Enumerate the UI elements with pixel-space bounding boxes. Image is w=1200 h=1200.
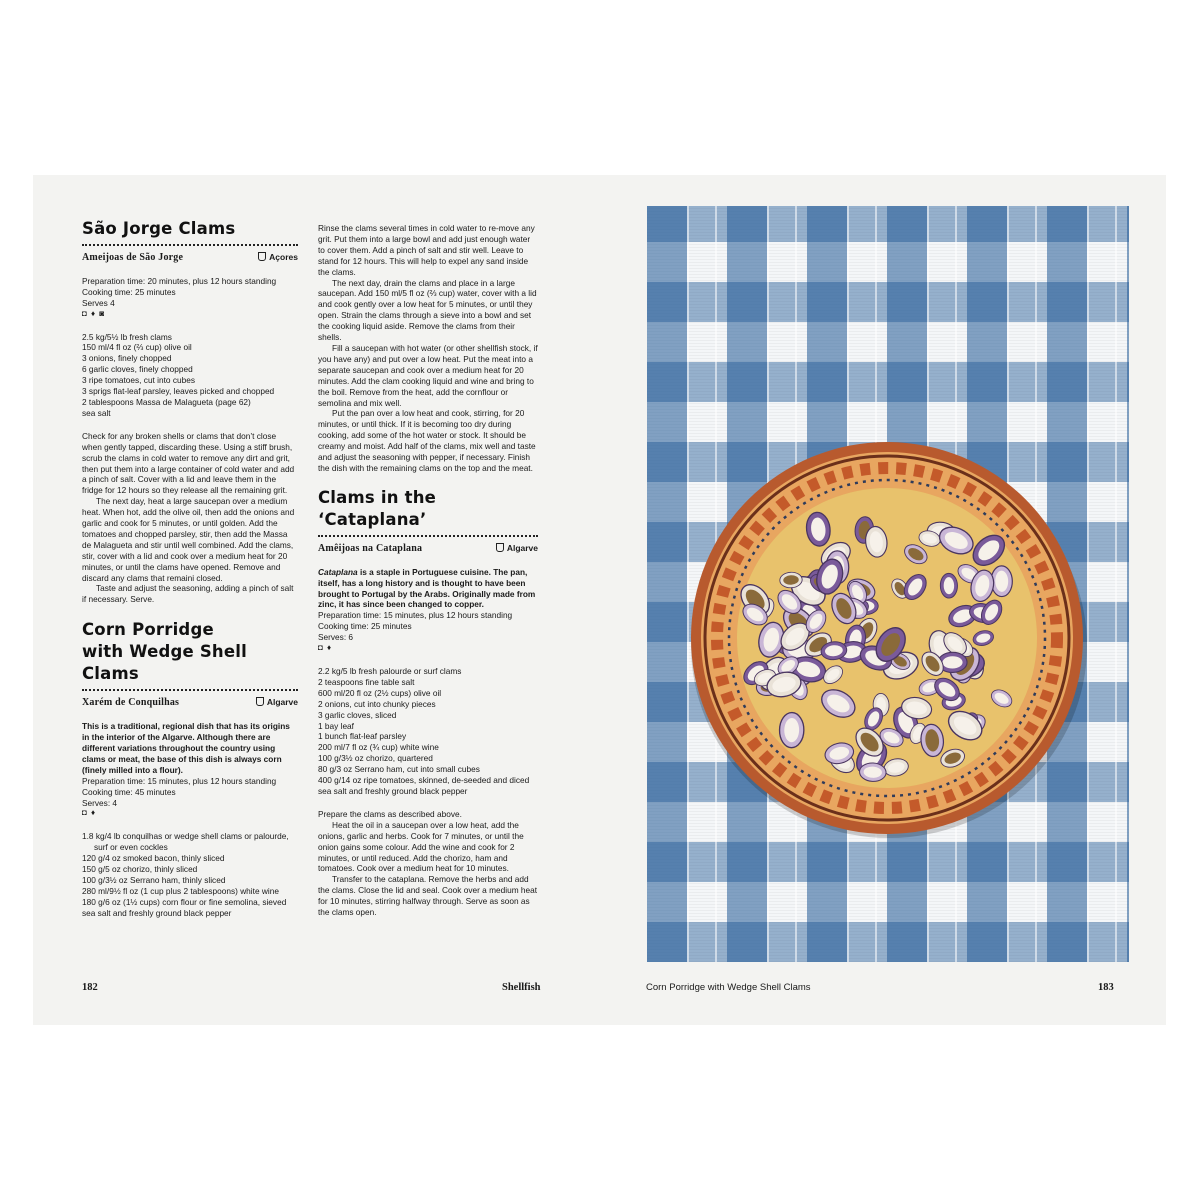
left-page-number: 182: [82, 982, 98, 993]
ingredient: 100 g/3½ oz Serrano ham, thinly sliced: [82, 874, 226, 885]
recipe-meta: [82, 776, 298, 820]
dish-photo: [647, 206, 1129, 962]
region-pin-icon: [256, 697, 264, 706]
ingredient: 400 g/14 oz ripe tomatoes, skinned, de-seeded and diced: [318, 775, 530, 786]
middle-column: [318, 223, 538, 918]
ingredient: 180 g/6 oz (1½ cups) corn flour or fine semolina, sieved: [82, 896, 287, 907]
method-paragraph: Transfer to the cataplana. Remove the herbs and add the clams. Close the lid and seal. Cook over a medium heat for 10 minutes, stirring halfway through. Serve as soon as the clams open.: [318, 874, 538, 918]
ingredient: 2 onions, cut into chunky pieces: [318, 698, 436, 709]
method-paragraph: Prepare the clams as described above.: [318, 808, 462, 819]
ingredient: 1 bunch flat-leaf parsley: [318, 731, 407, 742]
ingredient: 1.8 kg/4 lb conquilhas or wedge shell clams or palourde,: [82, 831, 289, 842]
region-label: [258, 252, 298, 263]
recipe-title-line: Corn Porridge: [82, 620, 214, 640]
region-text: Algarve: [266, 697, 298, 708]
method-paragraph: Taste and adjust the seasoning, adding a pinch of salt if necessary. Serve.: [82, 583, 294, 605]
dotted-divider: [82, 689, 298, 691]
clam-dish-illustration: [647, 206, 1129, 962]
ingredient: 2 teaspoons fine table salt: [318, 676, 415, 687]
diet-icons: ◘ ♦ ◙: [82, 308, 106, 318]
recipe-subtitle-row: [82, 697, 298, 709]
ingredient: sea salt: [82, 407, 111, 418]
serves: Serves 4: [82, 297, 115, 308]
prep-time: Preparation time: 15 minutes, plus 12 hours standing: [318, 610, 513, 621]
recipe-meta: [82, 276, 298, 320]
dotted-divider: [318, 535, 538, 537]
recipe-title: São Jorge Clams: [82, 219, 236, 238]
ingredient: 1 bay leaf: [318, 720, 354, 731]
ingredient-list: [82, 332, 298, 419]
ingredient: 3 ripe tomatoes, cut into cubes: [82, 375, 195, 386]
method-paragraph: Heat the oil in a saucepan over a low heat, add the onions, garlic and herbs. Cook for 7 minutes, or until the onion gains some colour. Add the wine and cook for 2 minutes, or until reduced. Add the chorizo, ham and tomatoes. Cook over a medium heat for 10 minutes.: [318, 819, 524, 874]
diet-icons: ◘ ♦: [318, 643, 333, 653]
recipe-intro: This is a traditional, regional dish that has its origins in the interior of the Algarve. Although there are different variations throughout the country using clams or meat, the base of this dish is always corn (finely milled into a flour).: [82, 721, 290, 775]
method-paragraph: Fill a saucepan with hot water (or other shellfish stock, if you have any) and put over a low heat. Put the meat into a separate saucepan and cook over a medium heat for 20 minutes. Add the clam cooking liquid and wine and bring to the boil. Remove from the heat, add the cornflour or semolina and mix well.: [318, 342, 538, 408]
ingredient: 100 g/3½ oz chorizo, quartered: [318, 753, 433, 764]
ingredient: 2.2 kg/5 lb fresh palourde or surf clams: [318, 666, 462, 676]
cook-time: Cooking time: 25 minutes: [82, 286, 176, 297]
ingredient: 3 garlic cloves, sliced: [318, 709, 397, 720]
left-column: [82, 218, 298, 931]
ingredient-list: [318, 666, 538, 797]
recipe-subtitle-row: [318, 543, 538, 555]
method: [318, 223, 538, 474]
ingredient: sea salt and freshly ground black pepper: [318, 785, 468, 796]
serves: Serves: 4: [82, 797, 118, 808]
ingredient: 6 garlic cloves, finely chopped: [82, 364, 193, 375]
running-head-section: Shellfish: [502, 982, 541, 993]
region-pin-icon: [496, 543, 504, 552]
ingredient: 280 ml/9½ fl oz (1 cup plus 2 tablespoons) white wine: [82, 885, 279, 896]
ingredient: 3 onions, finely chopped: [82, 353, 172, 364]
dotted-divider: [82, 244, 298, 246]
cook-time: Cooking time: 25 minutes: [318, 621, 412, 632]
recipe-subtitle-row: [82, 252, 298, 264]
ingredient: surf or even cockles: [94, 842, 168, 853]
diet-icons: ◘ ♦: [82, 808, 97, 818]
ingredient-list: [82, 831, 298, 918]
ingredient: 150 g/5 oz chorizo, thinly sliced: [82, 864, 198, 875]
ingredient: 2.5 kg/5½ lb fresh clams: [82, 331, 172, 342]
prep-time: Preparation time: 15 minutes, plus 12 hours standing: [82, 775, 277, 786]
method-paragraph: Check for any broken shells or clams that don’t close when gently tapped, discarding these. Using a stiff brush, scrub the clams in cold water to remove any dirt and grit, then put them into a large container of cold water and add a pinch of salt. Cover with a lid and leave them in the fridge for 12 hours so they release all the remaining grit.: [82, 430, 295, 496]
recipe-title: [82, 619, 298, 685]
recipe-meta: [318, 610, 538, 654]
method-paragraph: The next day, drain the clams and place in a large saucepan. Add 150 ml/5 fl oz (⅔ cup) water, cover with a lid and cook gently over a low heat for 5 minutes, or until they open. Strain the clams through a sieve into a bowl and set the cooking liquid aside. Remove the clams from their shells.: [318, 277, 537, 343]
ingredient: 2 tablespoons Massa de Malagueta (page 62): [82, 396, 251, 407]
photo-caption: Corn Porridge with Wedge Shell Clams: [646, 982, 811, 993]
method-paragraph: Rinse the clams several times in cold water to re-move any grit. Put them into a large bowl and add just enough water to cover them. Add a pinch of salt and stir well. Leave to stand for 12 hours. This will help to expel any sand inside the clams.: [318, 223, 535, 277]
region-text: Algarve: [506, 542, 538, 553]
recipe-title: Clams in the ‘Cataplana’: [318, 487, 437, 529]
method-paragraph: Put the pan over a low heat and cook, stirring, for 20 minutes, or until thick. If it is becoming too dry during cooking, add some of the hot water or stock. It should be creamy and moist. Add half of the clams, mix well and taste and adjust the seasoning with pepper, if necessary. Finish the dish with the remaining clams on the top and the meat.: [318, 408, 536, 473]
region-label: [256, 697, 298, 708]
prep-time: Preparation time: 20 minutes, plus 12 hours standing: [82, 275, 277, 286]
intro-text: is a staple in Portuguese cuisine. The pan, itself, has a long history and is thought to have been brought to Portugal by the Arabs. Originally made from zinc, it has since been changed to copper.: [318, 566, 536, 610]
region-label: [496, 543, 538, 554]
serves: Serves: 6: [318, 632, 354, 643]
native-recipe-name: Amêijoas na Cataplana: [318, 542, 423, 554]
region-pin-icon: [258, 252, 266, 261]
recipe-intro: [318, 567, 538, 611]
native-recipe-name: Xarém de Conquilhas: [82, 697, 180, 709]
method-paragraph: The next day, heat a large saucepan over a medium heat. When hot, add the olive oil, then add the onions and garlic and cook for 5 minutes, or until golden. Add the tomatoes and chopped parsley, stir, then add the Massa de Malagueta and stir until well combined. Add the clams, stir, cover with a lid and cook over a medium heat for 20 minutes, or until the clams have opened. Remove and discard any clams that remaini closed.: [82, 496, 295, 583]
native-recipe-name: Ameijoas de São Jorge: [82, 252, 184, 263]
ingredient: 200 ml/7 fl oz (¾ cup) white wine: [318, 742, 439, 753]
intro-italic-word: Cataplana: [318, 566, 358, 577]
ingredient: sea salt and freshly ground black pepper: [82, 907, 232, 918]
cook-time: Cooking time: 45 minutes: [82, 786, 176, 797]
recipe-title-line: with Wedge Shell Clams: [82, 642, 247, 684]
method: [318, 809, 538, 918]
ingredient: 3 sprigs flat-leaf parsley, leaves picked and chopped: [82, 386, 275, 397]
region-text: Açores: [269, 252, 298, 262]
method: [82, 431, 298, 606]
ingredient: 600 ml/20 fl oz (2½ cups) olive oil: [318, 687, 442, 698]
right-page-number: 183: [1098, 982, 1114, 993]
ingredient: 80 g/3 oz Serrano ham, cut into small cubes: [318, 764, 480, 775]
ingredient: 150 ml/4 fl oz (⅔ cup) olive oil: [82, 342, 192, 353]
ingredient: 120 g/4 oz smoked bacon, thinly sliced: [82, 853, 225, 864]
